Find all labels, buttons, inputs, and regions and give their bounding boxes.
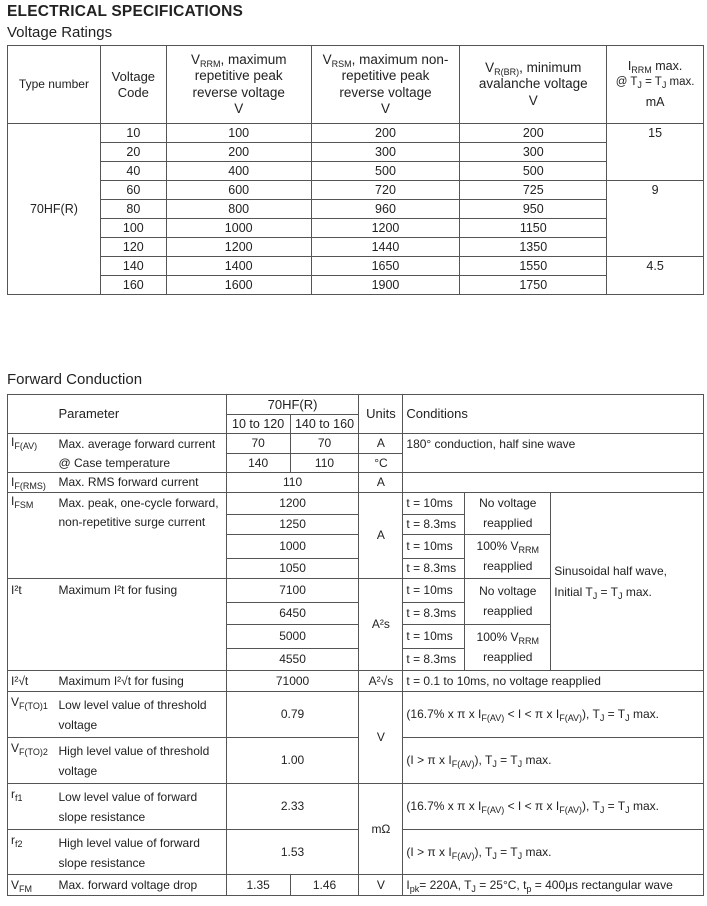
vrrm-value: 1400 [166, 257, 311, 276]
case-temp-value-140-160: 110 [290, 454, 359, 473]
i2t-description: Maximum I²t for fusing [55, 579, 226, 671]
header-conditions: Conditions [403, 395, 704, 434]
header-vrrm: $V_{RRM}$, maximum repetitive peak reverse voltage V [166, 46, 311, 124]
voltage-ratings-title: Voltage Ratings [7, 24, 113, 41]
ifsm-unit: A [359, 493, 403, 579]
vbr-value: 300 [460, 143, 607, 162]
rf2-condition: (I > π x $I_{F(AV)}$), $T_J = T_J$ max. [403, 829, 704, 875]
ifav-description: Max. average forward current [55, 434, 226, 454]
vrsm-value: 1900 [311, 276, 460, 295]
ifsm-time: t = 10ms [403, 535, 465, 559]
i2rt-symbol: I²√t [8, 671, 56, 692]
vfm-description: Max. forward voltage drop [55, 875, 226, 896]
ifrms-unit: A [359, 473, 403, 493]
ifsm-symbol: $I_{FSM}$ [8, 493, 56, 579]
case-temp-unit: °C [359, 454, 403, 473]
vrsm-value: 500 [311, 162, 460, 181]
vrrm-value: 400 [166, 162, 311, 181]
i2t-time: t = 8.3ms [403, 603, 465, 625]
irrm-value: 4.5 [607, 257, 704, 295]
rf2-value: 1.53 [226, 829, 359, 875]
header-vbr: $V_{R(BR)}$, minimum avalanche voltage V [460, 46, 607, 124]
ifrms-value: 110 [226, 473, 359, 493]
vrsm-value: 200 [311, 124, 460, 143]
i2t-vrrm-reapplied: 100% $V_{RRM}$ reapplied [465, 625, 551, 671]
vrrm-value: 800 [166, 200, 311, 219]
voltage-ratings-table [7, 45, 704, 295]
ifsm-value: 1200 [226, 493, 359, 515]
header-parameter-spacer [8, 395, 56, 434]
header-units: Units [359, 395, 403, 434]
header-70hfr: 70HF(R) [226, 395, 359, 415]
vrrm-value: 600 [166, 181, 311, 200]
ifsm-time: t = 8.3ms [403, 559, 465, 579]
vbr-value: 1750 [460, 276, 607, 295]
i2t-value: 6450 [226, 603, 359, 625]
rf1-description: Low level value of forward slope resistance [55, 783, 226, 829]
vrrm-value: 100 [166, 124, 311, 143]
i2t-value: 4550 [226, 649, 359, 671]
i2rt-unit: A²√s [359, 671, 403, 692]
vto2-description: High level value of threshold voltage [55, 738, 226, 784]
ifrms-condition [403, 473, 704, 493]
vrrm-value: 1000 [166, 219, 311, 238]
vrrm-value: 1600 [166, 276, 311, 295]
vto1-description: Low level value of threshold voltage [55, 692, 226, 738]
voltage-code: 10 [100, 124, 166, 143]
case-temperature-description: @ Case temperature [55, 454, 226, 473]
ifsm-description: Max. peak, one-cycle forward, non-repetitive surge current [55, 493, 226, 579]
vbr-value: 200 [460, 124, 607, 143]
ifrms-symbol: $I_{F(RMS)}$ [8, 473, 56, 493]
header-type-number: Type number [8, 46, 101, 124]
vbr-value: 1150 [460, 219, 607, 238]
v-unit: V [359, 692, 403, 784]
header-irrm: $I_{RRM}$ max. @ $T_J = T_J$ max. mA [607, 46, 704, 124]
vbr-value: 1350 [460, 238, 607, 257]
page-title: ELECTRICAL SPECIFICATIONS [7, 3, 244, 20]
i2t-no-voltage-reapplied: No voltage reapplied [465, 579, 551, 625]
ifsm-value: 1050 [226, 559, 359, 579]
ifsm-time: t = 10ms [403, 493, 465, 515]
voltage-code: 120 [100, 238, 166, 257]
voltage-code: 140 [100, 257, 166, 276]
vrsm-value: 960 [311, 200, 460, 219]
vrsm-value: 1650 [311, 257, 460, 276]
i2t-value: 5000 [226, 625, 359, 649]
vrrm-value: 1200 [166, 238, 311, 257]
sinusoidal-condition: Sinusoidal half wave, Initial $T_J = T_J$ max. [551, 493, 704, 671]
voltage-code: 160 [100, 276, 166, 295]
voltage-code: 40 [100, 162, 166, 181]
irrm-value: 15 [607, 124, 704, 181]
vbr-value: 500 [460, 162, 607, 181]
vto2-symbol: $V_{F(TO)2}$ [8, 738, 56, 784]
ifav-value-10-120: 70 [226, 434, 290, 454]
vrsm-value: 300 [311, 143, 460, 162]
rf1-value: 2.33 [226, 783, 359, 829]
ifav-unit: A [359, 434, 403, 454]
i2t-time: t = 8.3ms [403, 649, 465, 671]
voltage-code: 20 [100, 143, 166, 162]
vbr-value: 950 [460, 200, 607, 219]
header-parameter: Parameter [55, 395, 226, 434]
i2t-time: t = 10ms [403, 625, 465, 649]
r-unit: mΩ [359, 783, 403, 875]
vfm-unit: V [359, 875, 403, 896]
vfm-condition: $I_{pk}= 220A$, $T_J = 25^\circ C$, $t_p = 400\mu s$ rectangular wave [403, 875, 704, 896]
i2rt-value: 71000 [226, 671, 359, 692]
vto2-value: 1.00 [226, 738, 359, 784]
vrrm-value: 200 [166, 143, 311, 162]
ifav-condition: 180° conduction, half sine wave [403, 434, 704, 454]
type-number-cell: 70HF(R) [8, 124, 101, 295]
rf1-condition: (16.7% x π x $I_{F(AV)} < I < \pi$ x $I_{F(AV)}$), $T_J = T_J$ max. [403, 783, 704, 829]
i2t-unit: A²s [359, 579, 403, 671]
vrsm-value: 1200 [311, 219, 460, 238]
ifav-value-140-160: 70 [290, 434, 359, 454]
vto1-value: 0.79 [226, 692, 359, 738]
i2t-symbol: I²t [8, 579, 56, 671]
vfm-value-10-120: 1.35 [226, 875, 290, 896]
ifrms-description: Max. RMS forward current [55, 473, 226, 493]
vbr-value: 725 [460, 181, 607, 200]
vrsm-value: 1440 [311, 238, 460, 257]
case-temp-value-10-120: 140 [226, 454, 290, 473]
i2t-time: t = 10ms [403, 579, 465, 603]
rf2-description: High level value of forward slope resistance [55, 829, 226, 875]
vrsm-value: 720 [311, 181, 460, 200]
i2rt-condition: t = 0.1 to 10ms, no voltage reapplied [403, 671, 704, 692]
rf2-symbol: $r_{f2}$ [8, 829, 56, 875]
case-temp-condition [403, 454, 704, 473]
header-vrsm: $V_{RSM}$, maximum non-repetitive peak reverse voltage V [311, 46, 460, 124]
header-140-to-160: 140 to 160 [290, 415, 359, 434]
rf1-symbol: $r_{f1}$ [8, 783, 56, 829]
irrm-value: 9 [607, 181, 704, 257]
voltage-code: 100 [100, 219, 166, 238]
voltage-code: 60 [100, 181, 166, 200]
i2rt-description: Maximum I²√t for fusing [55, 671, 226, 692]
forward-conduction-title: Forward Conduction [7, 371, 143, 388]
vto1-symbol: $V_{F(TO)1}$ [8, 692, 56, 738]
vto2-condition: (I > π x $I_{F(AV)}$), $T_J = T_J$ max. [403, 738, 704, 784]
header-10-to-120: 10 to 120 [226, 415, 290, 434]
voltage-code: 80 [100, 200, 166, 219]
forward-conduction-table [7, 394, 704, 896]
header-voltage-code: Voltage Code [100, 46, 166, 124]
vfm-value-140-160: 1.46 [290, 875, 359, 896]
ifsm-time: t = 8.3ms [403, 515, 465, 535]
ifsm-value: 1250 [226, 515, 359, 535]
ifav-symbol: $I_{F(AV)}$ [8, 434, 56, 473]
ifsm-vrrm-reapplied: 100% $V_{RRM}$ reapplied [465, 535, 551, 579]
vbr-value: 1550 [460, 257, 607, 276]
vfm-symbol: $V_{FM}$ [8, 875, 56, 896]
ifsm-value: 1000 [226, 535, 359, 559]
ifsm-no-voltage-reapplied: No voltage reapplied [465, 493, 551, 535]
i2t-value: 7100 [226, 579, 359, 603]
vto1-condition: (16.7% x π x $I_{F(AV)} < I < \pi$ x $I_{F(AV)}$), $T_J = T_J$ max. [403, 692, 704, 738]
